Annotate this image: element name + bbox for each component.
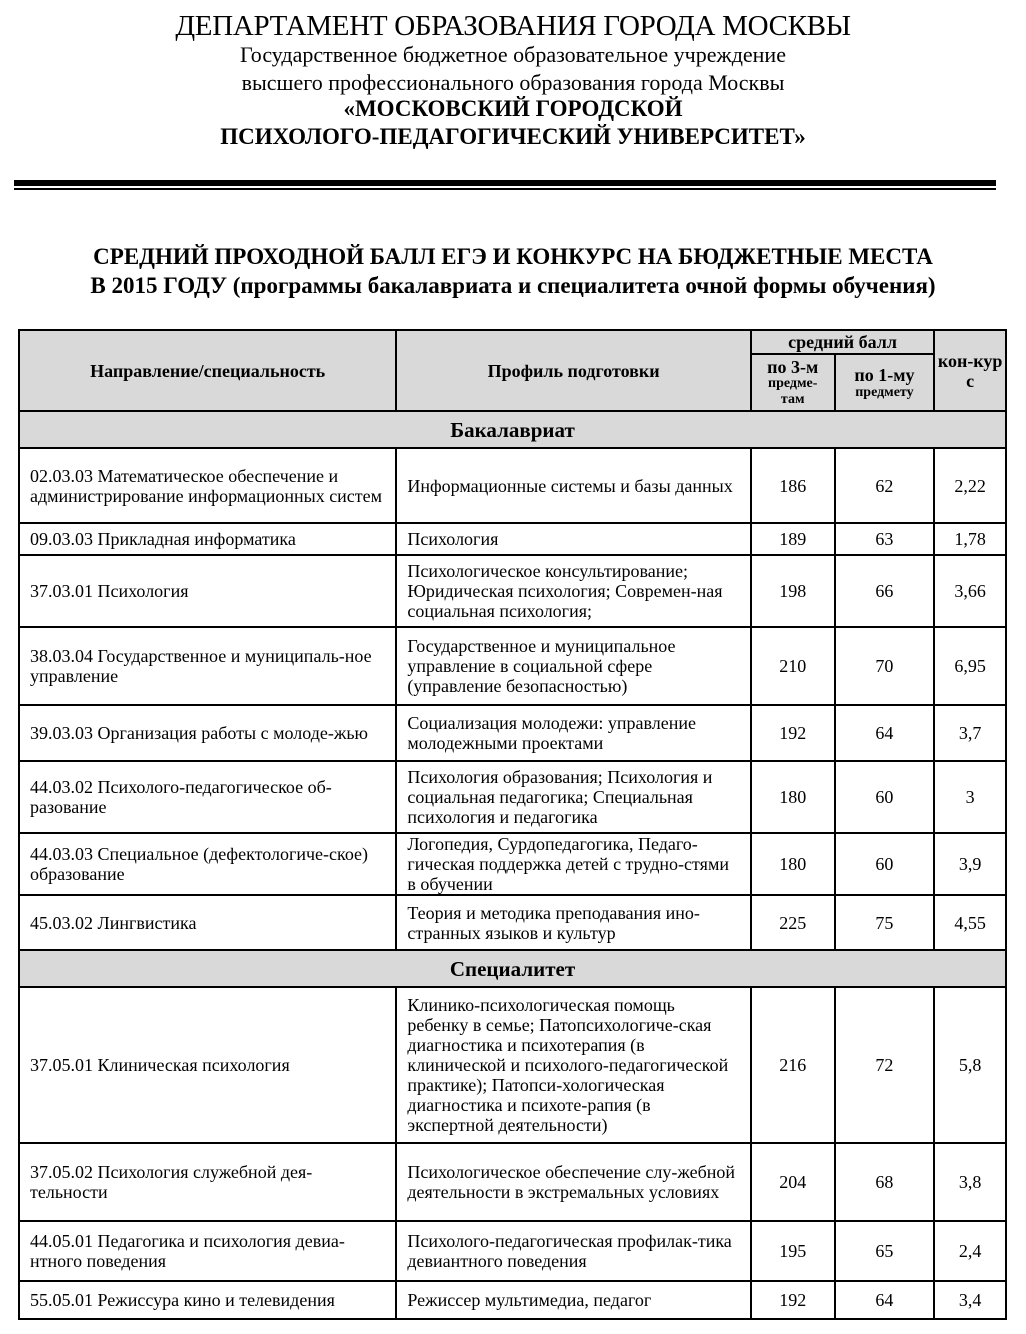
- direction-cell: 39.03.03 Организация работы с молоде-жью: [19, 705, 396, 761]
- competition-cell: 3,4: [934, 1281, 1006, 1319]
- avg-1-cell: 62: [835, 448, 935, 523]
- avg-1-cell: 72: [835, 987, 935, 1143]
- header-avg-1-line1: по 1-му: [854, 364, 915, 385]
- table-row: [19, 523, 1006, 555]
- avg-3-cell: 180: [751, 761, 835, 833]
- competition-cell: 3,7: [934, 705, 1006, 761]
- header-profile: Профиль подготовки: [396, 330, 750, 411]
- direction-cell: 45.03.02 Лингвистика: [19, 895, 396, 950]
- competition-cell: 3,66: [934, 555, 1006, 627]
- table-row: [19, 1221, 1006, 1281]
- competition-cell: 3,9: [934, 833, 1006, 895]
- profile-cell: Психология образования; Психология и социальная педагогика; Специальная психология и педагогика: [396, 761, 750, 833]
- competition-cell: 6,95: [934, 627, 1006, 705]
- profile-cell: Клинико-психологическая помощь ребенку в семье; Патопсихологиче-ская диагностика и психотерапия (в клинической и психолого-педагогической практике); Патопси-хологическая диагностика и психоте-рапия (в экспертной деятельности): [396, 987, 750, 1143]
- table-row: [19, 1281, 1006, 1319]
- table-row: [19, 705, 1006, 761]
- avg-1-cell: 66: [835, 555, 935, 627]
- profile-cell: Социализация молодежи: управление молодежными проектами: [396, 705, 750, 761]
- header-avg-1: [835, 354, 935, 411]
- competition-cell: 1,78: [934, 523, 1006, 555]
- avg-3-cell: 225: [751, 895, 835, 950]
- direction-cell: 44.05.01 Педагогика и психология девиа-нтного поведения: [19, 1221, 396, 1281]
- section-row: [19, 950, 1006, 987]
- table-row: [19, 895, 1006, 950]
- header-competition: кон-курс: [934, 330, 1006, 411]
- avg-1-cell: 64: [835, 705, 935, 761]
- avg-3-cell: 210: [751, 627, 835, 705]
- direction-cell: 37.05.02 Психология служебной дея-тельности: [19, 1143, 396, 1221]
- profile-cell: Психология: [396, 523, 750, 555]
- header-avg-3: [751, 354, 835, 411]
- avg-3-cell: 198: [751, 555, 835, 627]
- direction-cell: 09.03.03 Прикладная информатика: [19, 523, 396, 555]
- table-row: [19, 1143, 1006, 1221]
- section-title: Бакалавриат: [19, 411, 1006, 448]
- university-name-2: ПСИХОЛОГО-ПЕДАГОГИЧЕСКИЙ УНИВЕРСИТЕТ»: [220, 124, 806, 149]
- avg-1-cell: 75: [835, 895, 935, 950]
- competition-cell: 3,8: [934, 1143, 1006, 1221]
- direction-cell: 37.05.01 Клиническая психология: [19, 987, 396, 1143]
- direction-cell: 38.03.04 Государственное и муниципаль-ное управление: [19, 627, 396, 705]
- direction-cell: 44.03.02 Психолого-педагогическое об-разование: [19, 761, 396, 833]
- avg-1-cell: 60: [835, 761, 935, 833]
- competition-cell: 2,22: [934, 448, 1006, 523]
- avg-3-cell: 180: [751, 833, 835, 895]
- header-avg-3-line3: там: [780, 391, 805, 407]
- avg-1-cell: 60: [835, 833, 935, 895]
- avg-3-cell: 216: [751, 987, 835, 1143]
- department-name: ДЕПАРТАМЕНТ ОБРАЗОВАНИЯ ГОРОДА МОСКВЫ: [175, 10, 851, 42]
- header-avg-1-line2: предмету: [855, 384, 914, 400]
- competition-cell: 2,4: [934, 1221, 1006, 1281]
- profile-cell: Психологическое обеспечение слу-жебной деятельности в экстремальных условиях: [396, 1143, 750, 1221]
- direction-cell: 44.03.03 Специальное (дефектологиче-ское) образование: [19, 833, 396, 895]
- university-name-1: «МОСКОВСКИЙ ГОРОДСКОЙ: [343, 96, 683, 121]
- table-row: [19, 448, 1006, 523]
- competition-cell: 3: [934, 761, 1006, 833]
- profile-cell: Государственное и муниципальное управление в социальной сфере (управление безопасностью): [396, 627, 750, 705]
- avg-1-cell: 70: [835, 627, 935, 705]
- avg-3-cell: 204: [751, 1143, 835, 1221]
- table-row: [19, 987, 1006, 1143]
- profile-cell: Режиссер мультимедиа, педагог: [396, 1281, 750, 1319]
- avg-3-cell: 189: [751, 523, 835, 555]
- section-row: [19, 411, 1006, 448]
- document-title: СРЕДНИЙ ПРОХОДНОЙ БАЛЛ ЕГЭ И КОНКУРС НА БЮДЖЕТНЫЕ МЕСТА: [93, 244, 933, 269]
- profile-cell: Информационные системы и базы данных: [396, 448, 750, 523]
- document-subtitle: В 2015 ГОДУ (программы бакалавриата и специалитета очной формы обучения): [90, 273, 936, 298]
- direction-cell: 02.03.03 Математическое обеспечение и администрирование информационных систем: [19, 448, 396, 523]
- section-title: Специалитет: [19, 950, 1006, 987]
- divider-thin: [14, 188, 996, 190]
- institution-type: Государственное бюджетное образовательное учреждение: [240, 42, 786, 67]
- avg-1-cell: 63: [835, 523, 935, 555]
- competition-cell: 5,8: [934, 987, 1006, 1143]
- institution-level: высшего профессионального образования города Москвы: [241, 70, 785, 95]
- divider-thick: [14, 180, 996, 186]
- avg-1-cell: 68: [835, 1143, 935, 1221]
- competition-cell: 4,55: [934, 895, 1006, 950]
- direction-cell: 37.03.01 Психология: [19, 555, 396, 627]
- direction-cell: 55.05.01 Режиссура кино и телевидения: [19, 1281, 396, 1319]
- table-row: [19, 833, 1006, 895]
- header-avg: средний балл: [751, 330, 934, 354]
- avg-3-cell: 186: [751, 448, 835, 523]
- avg-1-cell: 64: [835, 1281, 935, 1319]
- header-avg-3-line2: предме-: [768, 375, 818, 391]
- table-row: [19, 761, 1006, 833]
- header-direction: Направление/специальность: [19, 330, 396, 411]
- header-avg-3-line1: по 3-м: [767, 356, 819, 377]
- profile-cell: Психолого-педагогическая профилак-тика девиантного поведения: [396, 1221, 750, 1281]
- avg-3-cell: 195: [751, 1221, 835, 1281]
- profile-cell: Психологическое консультирование; Юридическая психология; Современ-ная социальная психология;: [396, 555, 750, 627]
- profile-cell: Теория и методика преподавания ино-странных языков и культур: [396, 895, 750, 950]
- avg-1-cell: 65: [835, 1221, 935, 1281]
- scores-table: [18, 329, 1007, 1320]
- table-row: [19, 555, 1006, 627]
- profile-cell: Логопедия, Сурдопедагогика, Педаго-гическая поддержка детей с трудно-стями в обучении: [396, 833, 750, 895]
- table-row: [19, 627, 1006, 705]
- avg-3-cell: 192: [751, 1281, 835, 1319]
- avg-3-cell: 192: [751, 705, 835, 761]
